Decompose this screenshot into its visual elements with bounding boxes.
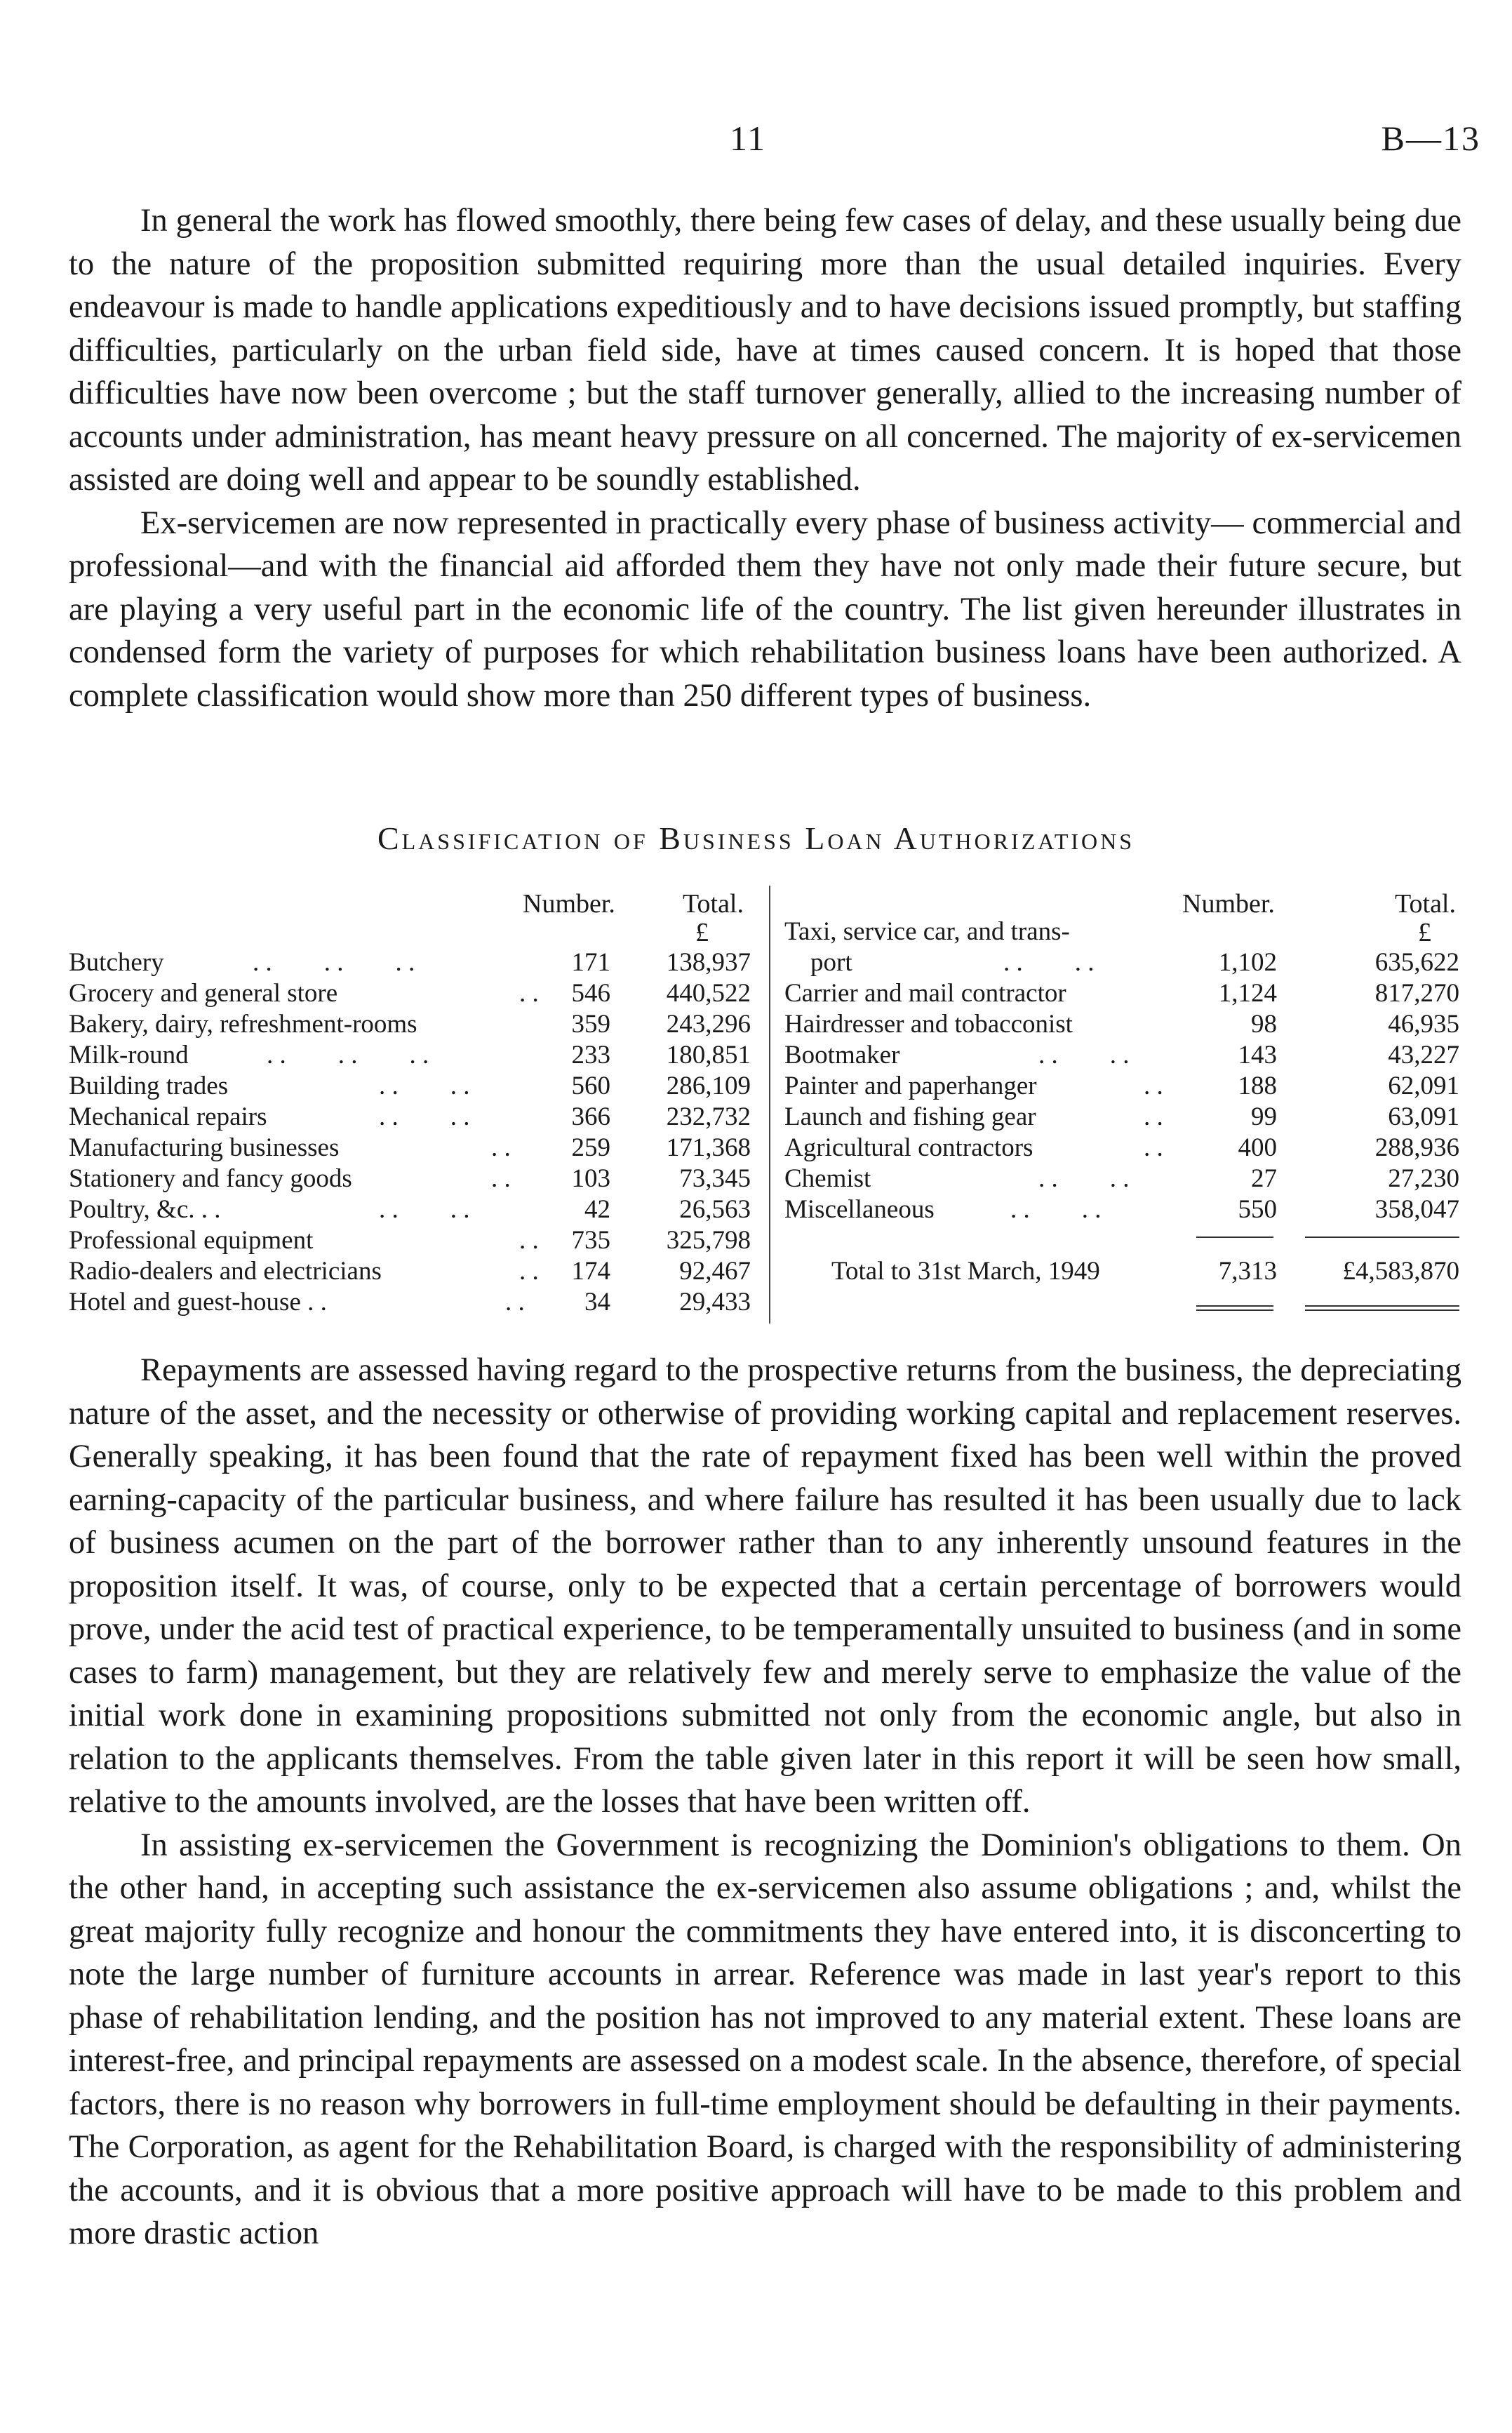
left-row-number: 546 — [571, 979, 610, 1008]
total-double-rule-total — [1305, 1309, 1459, 1311]
right-row-leader: . . . . — [1003, 948, 1095, 977]
left-row-label: Manufacturing businesses — [69, 1133, 340, 1162]
left-row-leader: . . — [519, 1226, 539, 1255]
right-row-leader: . . . . — [1038, 1164, 1130, 1193]
left-row-number: 366 — [571, 1102, 610, 1131]
left-row-number: 34 — [584, 1288, 610, 1317]
left-row-leader: . . . . — [379, 1195, 470, 1224]
right-row-leader: . . — [1144, 1133, 1163, 1162]
right-row-total: 43,227 — [1388, 1041, 1459, 1069]
left-row-label: Professional equipment — [69, 1226, 314, 1255]
body-text-top — [69, 199, 1461, 717]
total-rule-number — [1196, 1305, 1273, 1307]
left-row-number: 103 — [571, 1164, 610, 1193]
left-row-total: 286,109 — [666, 1072, 751, 1100]
right-row-number: 1,124 — [1218, 979, 1277, 1008]
left-row-leader: . . . . . . — [253, 948, 415, 977]
left-row-total: 180,851 — [666, 1041, 751, 1069]
left-row-total: 92,467 — [679, 1257, 751, 1286]
left-row-total: 325,798 — [666, 1226, 751, 1255]
left-row-number: 560 — [571, 1072, 610, 1100]
left-row-label: Stationery and fancy goods — [69, 1164, 352, 1193]
right-row-total: 817,270 — [1374, 979, 1459, 1008]
left-row-number: 259 — [571, 1133, 610, 1162]
right-row-leader: . . . . — [1010, 1195, 1102, 1224]
body-text-bottom — [69, 1349, 1461, 2255]
right-row-label: Taxi, service car, and trans- — [784, 917, 1070, 946]
right-row-label: Miscellaneous — [784, 1195, 935, 1224]
left-row-label: Building trades — [69, 1072, 229, 1100]
left-row-number: 735 — [571, 1226, 610, 1255]
left-total-header: Total. — [682, 889, 744, 919]
right-row-total: 635,622 — [1374, 948, 1459, 977]
left-row-leader: . . — [491, 1133, 511, 1162]
right-row-label: Agricultural contractors — [784, 1133, 1033, 1162]
subtotal-rule-number — [1196, 1237, 1273, 1238]
right-row-label: port — [784, 948, 852, 977]
left-row-label: Milk-round — [69, 1041, 189, 1069]
right-row-label: Carrier and mail contractor — [784, 979, 1066, 1008]
right-row-number: 27 — [1251, 1164, 1277, 1193]
right-row-total: 288,936 — [1374, 1133, 1459, 1162]
total-row-total: £4,583,870 — [1342, 1257, 1459, 1286]
left-row-label: Butchery — [69, 948, 164, 977]
left-row-total: 440,522 — [666, 979, 751, 1008]
left-row-number: 233 — [571, 1041, 610, 1069]
right-row-label: Bootmaker — [784, 1041, 900, 1069]
total-row-number: 7,313 — [1218, 1257, 1277, 1286]
document-reference: B—13 — [1381, 119, 1480, 158]
left-currency-header: £ — [695, 918, 709, 947]
left-row-number: 359 — [571, 1010, 610, 1039]
left-row-leader: . . . . — [379, 1102, 470, 1131]
right-row-number: 550 — [1238, 1195, 1277, 1224]
paragraph: In assisting ex-servicemen the Government is recognizing the Dominion's obligations to them. On the other hand, in accepting such assistance the ex-servicemen also assume obligations ; and, whilst the great majority fully recognize and honour the commitments they have entered into, it is disconcerting to note the large number of furniture accounts in arrear. Reference was made in last year's report to this phase of rehabilitation lending, and the position has not improved to any material extent. These loans are interest-free, and principal repayments are assessed on a modest scale. In the absence, therefore, of special factors, there is no reason why borrowers in full-time employment should be defaulting in their payments. The Corporation, as agent for the Rehabilitation Board, is charged with the responsibility of administering the accounts, and it is obvious that a more positive approach will have to be made to this problem and more drastic action — [69, 1827, 1461, 2251]
left-row-total: 171,368 — [666, 1133, 751, 1162]
page-header — [0, 118, 1512, 160]
right-row-label: Chemist — [784, 1164, 871, 1193]
paragraph: Ex-servicemen are now represented in practically every phase of business activity— commercial and professional—and with the financial aid afforded them they have not only made their future secure, but are playing a very useful part in the economic life of the country. The list given hereunder illustrates in condensed form the variety of purposes for which rehabilitation business loans have been authorized. A complete classification would show more than 250 different types of business. — [69, 505, 1461, 714]
right-row-number: 1,102 — [1218, 948, 1277, 977]
total-rule-total — [1305, 1305, 1459, 1307]
left-row-total: 29,433 — [679, 1288, 751, 1317]
right-row-label: Hairdresser and tobacconist — [784, 1010, 1073, 1039]
paragraph: Repayments are assessed having regard to the prospective returns from the business, the depreciating nature of the asset, and the necessity or otherwise of providing working capital and replacement reserves. Generally speaking, it has been found that the rate of repayment fixed has been well within the proved earning-capacity of the particular business, and where failure has resulted it has been usually due to lack of business acumen on the part of the borrower rather than to any inherently unsound features in the proposition itself. It was, of course, only to be expected that a certain percentage of borrowers would prove, under the acid test of practical experience, to be temperamentally unsuited to business (and in some cases to farm) management, but they are relatively few and merely serve to emphasize the value of the initial work done in examining propositions submitted not only from the economic angle, but also in relation to the applicants themselves. From the table given later in this report it will be seen how small, relative to the amounts involved, are the losses that have been written off. — [69, 1352, 1461, 1820]
right-row-label: Launch and fishing gear — [784, 1102, 1036, 1131]
right-total-header: Total. — [1394, 889, 1456, 919]
left-row-leader: . . — [519, 1257, 539, 1286]
left-row-total: 138,937 — [666, 948, 751, 977]
right-row-number: 143 — [1238, 1041, 1277, 1069]
right-row-total: 62,091 — [1388, 1072, 1459, 1100]
left-row-total: 73,345 — [679, 1164, 751, 1193]
table-title: Classification of Business Loan Authorizations — [377, 820, 1135, 856]
right-row-total: 63,091 — [1388, 1102, 1459, 1131]
left-row-leader: . . . . — [379, 1072, 470, 1100]
left-row-number: 174 — [571, 1257, 610, 1286]
paragraph: In general the work has flowed smoothly, there being few cases of delay, and these usually being due to the nature of the proposition submitted requiring more than the usual detailed inquiries. Every endeavour is made to handle applications expeditiously and to have decisions issued promptly, but staffing difficulties, particularly on the urban field side, have at times caused concern. It is hoped that those difficulties have now been overcome ; but the staff turnover generally, allied to the increasing number of accounts under administration, has meant heavy pressure on all concerned. The majority of ex-servicemen assisted are doing well and appear to be soundly established. — [69, 203, 1461, 498]
right-row-number: 99 — [1251, 1102, 1277, 1131]
left-row-label: Radio-dealers and electricians — [69, 1257, 382, 1286]
right-row-number: 98 — [1251, 1010, 1277, 1039]
left-row-leader: . . — [491, 1164, 511, 1193]
right-row-total: 46,935 — [1388, 1010, 1459, 1039]
subtotal-rule-total — [1305, 1237, 1459, 1238]
right-row-label: Painter and paperhanger — [784, 1072, 1037, 1100]
left-row-total: 243,296 — [666, 1010, 751, 1039]
left-row-label: Grocery and general store — [69, 979, 338, 1008]
right-row-leader: . . — [1144, 1102, 1163, 1131]
left-row-leader: . . — [519, 979, 539, 1008]
left-number-header: Number. — [523, 889, 615, 919]
right-currency-header: £ — [1418, 918, 1431, 947]
left-row-number: 42 — [584, 1195, 610, 1224]
left-row-label: Hotel and guest-house . . — [69, 1288, 327, 1317]
right-row-leader: . . . . — [1038, 1041, 1130, 1069]
right-row-total: 358,047 — [1374, 1195, 1459, 1224]
left-row-label: Poultry, &c. . . — [69, 1195, 221, 1224]
left-row-label: Mechanical repairs — [69, 1102, 267, 1131]
right-number-header: Number. — [1182, 889, 1275, 919]
left-row-label: Bakery, dairy, refreshment-rooms — [69, 1010, 417, 1039]
right-row-total: 27,230 — [1388, 1164, 1459, 1193]
left-row-leader: . . — [505, 1288, 525, 1317]
left-row-leader: . . . . . . — [267, 1041, 429, 1069]
page-number: 11 — [730, 119, 767, 158]
total-row-label: Total to 31st March, 1949 — [831, 1257, 1100, 1286]
left-row-total: 26,563 — [679, 1195, 751, 1224]
left-row-number: 171 — [571, 948, 610, 977]
left-row-total: 232,732 — [666, 1102, 751, 1131]
right-row-number: 400 — [1238, 1133, 1277, 1162]
total-double-rule-number — [1196, 1309, 1273, 1311]
column-divider — [769, 886, 770, 1324]
right-row-leader: . . — [1144, 1072, 1163, 1100]
right-row-number: 188 — [1238, 1072, 1277, 1100]
